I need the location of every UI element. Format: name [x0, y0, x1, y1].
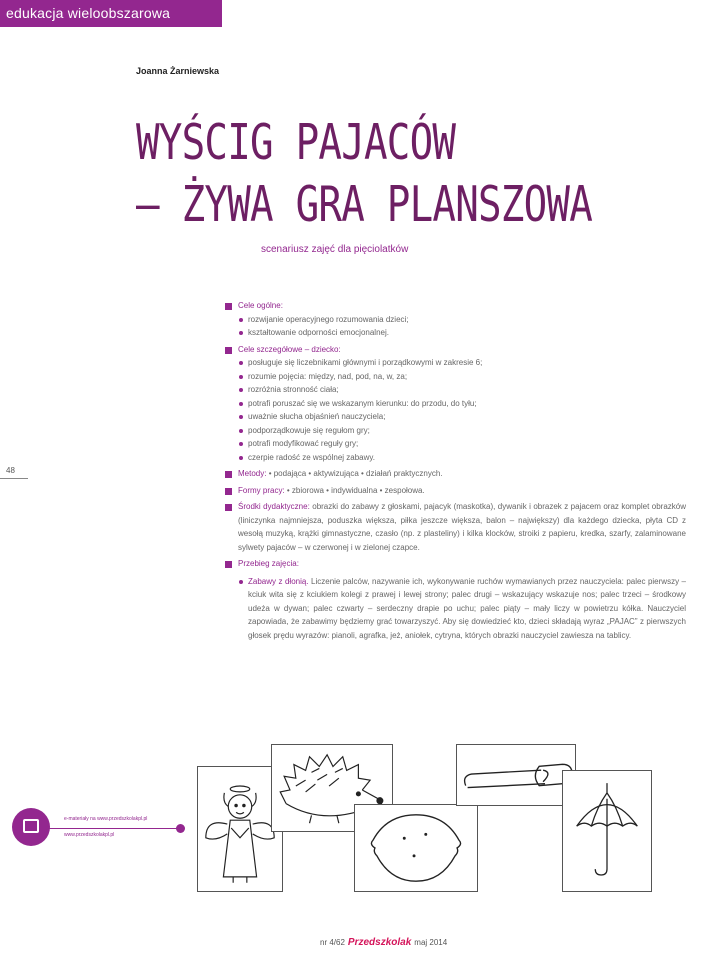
card-lemon — [354, 804, 478, 892]
section-bullet-icon — [225, 504, 232, 511]
card-safety-pin — [456, 744, 576, 806]
course-text: Liczenie palców, nazywanie ich, wykonywanie ruchów wymawianych przez nauczyciela: palec pierwszy – kciuk wita się z kciukiem kolegi z prawej i lewej strony; palec drugi – wskazujący wskazuje nos; palec trzeci – środkowy udeża w dywan; palec czwarty – serdeczny drapie po uchu; palec piąty – mały liczy w powietrzu kółka. Nauczyciel zapowiada, że zabawimy będziemy grać towarzyszyć. Aby się dowiedzieć kto, dzieci składają wyraz „PAJAC” z pierwszych głosek prędu wyrazów: pianoli, agrafka, jeż, aniołek, cytryna, których obrazki nauczyciel zawiesza na tablicy. — [248, 576, 686, 640]
resources-text: obrazki do zabawy z głoskami, pajacyk (maskotka), dywanik i obrazek z pajacem oraz komplet obrazków (liniczynka najmniejsza, poduszka większa, piłka jeszcze większa, balon – największy) dla każdego dziecka, płyta CD z wesołą muzyką, krążki gimnastyczne, czasło (np. z plasteliny) i kilka klocków, stroiki z papieru, kredka, szarfy, zalaminowane sylwety pajaców – w czerwonej i w zielonej czapce. — [238, 502, 687, 552]
list-item: rozwijanie operacyjnego rozumowania dzieci; — [238, 313, 686, 327]
angel-icon — [198, 767, 282, 891]
goals-general-section — [224, 299, 686, 340]
safety-pin-icon — [457, 745, 575, 805]
section-bullet-icon — [225, 488, 232, 495]
bullet-dot-icon — [239, 580, 243, 584]
author-name: Joanna Żarniewska — [136, 66, 220, 76]
goals-detailed-list — [238, 356, 686, 464]
section-bullet-icon — [225, 561, 232, 568]
goals-general-list — [238, 313, 686, 340]
title-line-1: WYŚCIG PAJACÓW — [136, 114, 456, 171]
monitor-icon — [23, 819, 39, 833]
course-lead: Zabawy z dłonią. — [248, 576, 309, 586]
methods-text: • podająca • aktywizująca • działań praktycznych. — [266, 469, 443, 478]
web-link-url[interactable]: www.przedszkolakpl.pl — [64, 832, 115, 838]
section-bullet-icon — [225, 471, 232, 478]
list-item: uważnie słucha objaśnień nauczyciela; — [238, 410, 686, 424]
title-line-2: – ŻYWA GRA PLANSZOWA — [136, 176, 593, 233]
list-item: rozumie pojęcia: między, nad, pod, na, w, za; — [238, 370, 686, 384]
list-item: kształtowanie odporności emocjonalnej. — [238, 326, 686, 340]
resources-title: Środki dydaktyczne: — [238, 502, 310, 511]
list-item: potrafi modyfikować reguły gry; — [238, 437, 686, 451]
web-link-text[interactable]: e-materiały na www.przedszkolakpl.pl — [64, 816, 148, 822]
goals-detailed-title: Cele szczegółowe – dziecko: — [238, 344, 341, 354]
page-footer — [320, 937, 447, 948]
resources-section — [224, 500, 686, 554]
list-item: podporządkowuje się regułom gry; — [238, 424, 686, 438]
article-subtitle: scenariusz zajęć dla pięciolatków — [261, 244, 409, 255]
umbrella-icon — [563, 771, 651, 891]
web-rule — [48, 828, 180, 829]
section-tab: edukacja wieloobszarowa — [0, 0, 222, 27]
methods-title: Metody: — [238, 469, 267, 478]
course-paragraph — [238, 575, 686, 643]
footer-date: maj 2014 — [414, 938, 448, 947]
section-bullet-icon — [225, 347, 232, 354]
lemon-icon — [355, 805, 477, 891]
course-title: Przebieg zajęcia: — [238, 559, 299, 568]
web-badge — [12, 808, 50, 846]
forms-text: • zbiorowa • indywidualna • zespołowa. — [284, 485, 425, 495]
magazine-logo: Przedszkolak — [347, 937, 412, 948]
page-number: 48 — [6, 466, 15, 475]
page-number-rule — [0, 478, 28, 479]
course-section — [224, 557, 686, 642]
goals-general-title: Cele ogólne: — [238, 301, 283, 310]
article-body — [224, 296, 686, 642]
goals-detailed-section — [224, 343, 686, 465]
methods-section — [224, 467, 686, 481]
list-item: czerpie radość ze wspólnej zabawy. — [238, 451, 686, 465]
forms-section — [224, 484, 686, 498]
forms-title: Formy pracy: — [238, 485, 285, 495]
card-umbrella — [562, 770, 652, 892]
list-item: posługuje się liczebnikami głównymi i porządkowymi w zakresie 6; — [238, 356, 686, 370]
section-bullet-icon — [225, 303, 232, 310]
list-item: potrafi poruszać się we wskazanym kierunku: do przodu, do tyłu; — [238, 397, 686, 411]
list-item: rozróżnia stronność ciała; — [238, 383, 686, 397]
footer-issue: nr 4/62 — [320, 938, 345, 947]
article-title — [136, 112, 592, 236]
web-rule-dot — [176, 824, 185, 833]
